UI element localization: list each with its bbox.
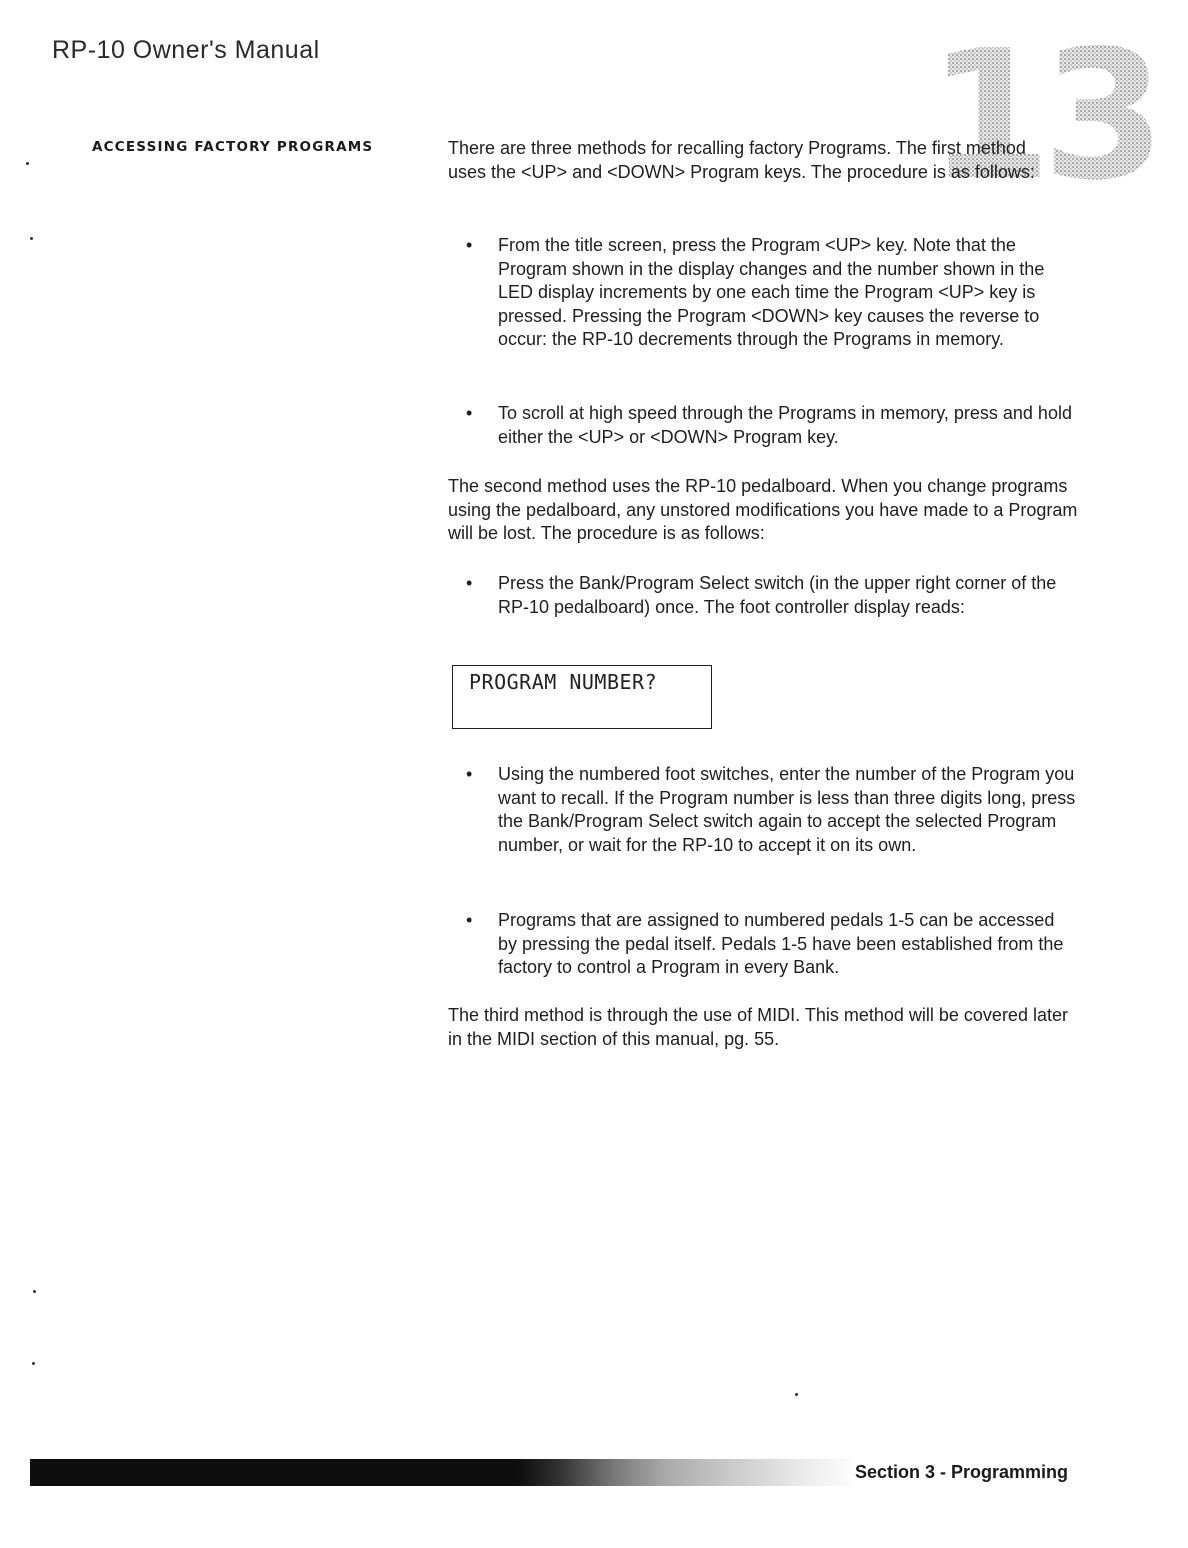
bullet-text: Using the numbered foot switches, enter the number of the Program you want to recall. If the Program number is less than three digits long, press the Bank/Program Select switch again to accept the selected Program number, or wait for the RP-10 to accept it on its own. — [498, 764, 1076, 855]
bullet-dot: • — [466, 235, 473, 255]
bullet-dot: • — [466, 910, 473, 930]
manual-title: RP-10 Owner's Manual — [52, 36, 320, 64]
bullet-text: From the title screen, press the Program <UP> key. Note that the Program shown in the display changes and the number shown in the LED display increments by one each time the Program <UP> key is pressed. Pressing the Program <DOWN> key causes the reverse to occur: the RP-10 decrements through the Programs in memory. — [498, 235, 1045, 350]
bullet-item — [466, 909, 1078, 980]
bullet-dot: • — [466, 403, 473, 423]
scan-speck — [26, 162, 29, 165]
section-heading: ACCESSING FACTORY PROGRAMS — [92, 139, 374, 155]
scan-speck — [33, 1290, 36, 1293]
method3-paragraph: The third method is through the use of MIDI. This method will be covered later in the MIDI section of this manual, pg. 55. — [448, 1005, 1068, 1049]
lcd-display-text: PROGRAM NUMBER? — [469, 670, 658, 694]
footer-section-label: Section 3 - Programming — [855, 1462, 1069, 1482]
page-number-text: 13 — [928, 12, 1156, 219]
bullet-text: To scroll at high speed through the Programs in memory, press and hold either the <UP> or <DOWN> Program key. — [498, 403, 1072, 447]
bullet-item — [466, 572, 1078, 619]
lcd-display — [452, 665, 712, 729]
bullet-item — [466, 402, 1078, 449]
scan-speck — [30, 237, 33, 240]
bullet-item — [466, 234, 1078, 352]
bullet-dot: • — [466, 573, 473, 593]
method2-paragraph: The second method uses the RP-10 pedalboard. When you change programs using the pedalboard, any unstored modifications you have made to a Program will be lost. The procedure is as follows: — [448, 476, 1078, 544]
scan-speck — [32, 1362, 35, 1365]
bullet-text: Press the Bank/Program Select switch (in the upper right corner of the RP-10 pedalboard) once. The foot controller display reads: — [498, 573, 1057, 617]
bullet-dot: • — [466, 764, 473, 784]
bullet-text: Programs that are assigned to numbered pedals 1-5 can be accessed by pressing the pedal itself. Pedals 1-5 have been established from the factory to control a Program in every Bank. — [498, 910, 1064, 978]
bullet-item — [466, 763, 1078, 857]
intro-paragraph: There are three methods for recalling factory Programs. The first method uses the <UP> and <DOWN> Program keys. The procedure is as follows: — [448, 138, 1035, 182]
scan-speck — [795, 1393, 798, 1396]
